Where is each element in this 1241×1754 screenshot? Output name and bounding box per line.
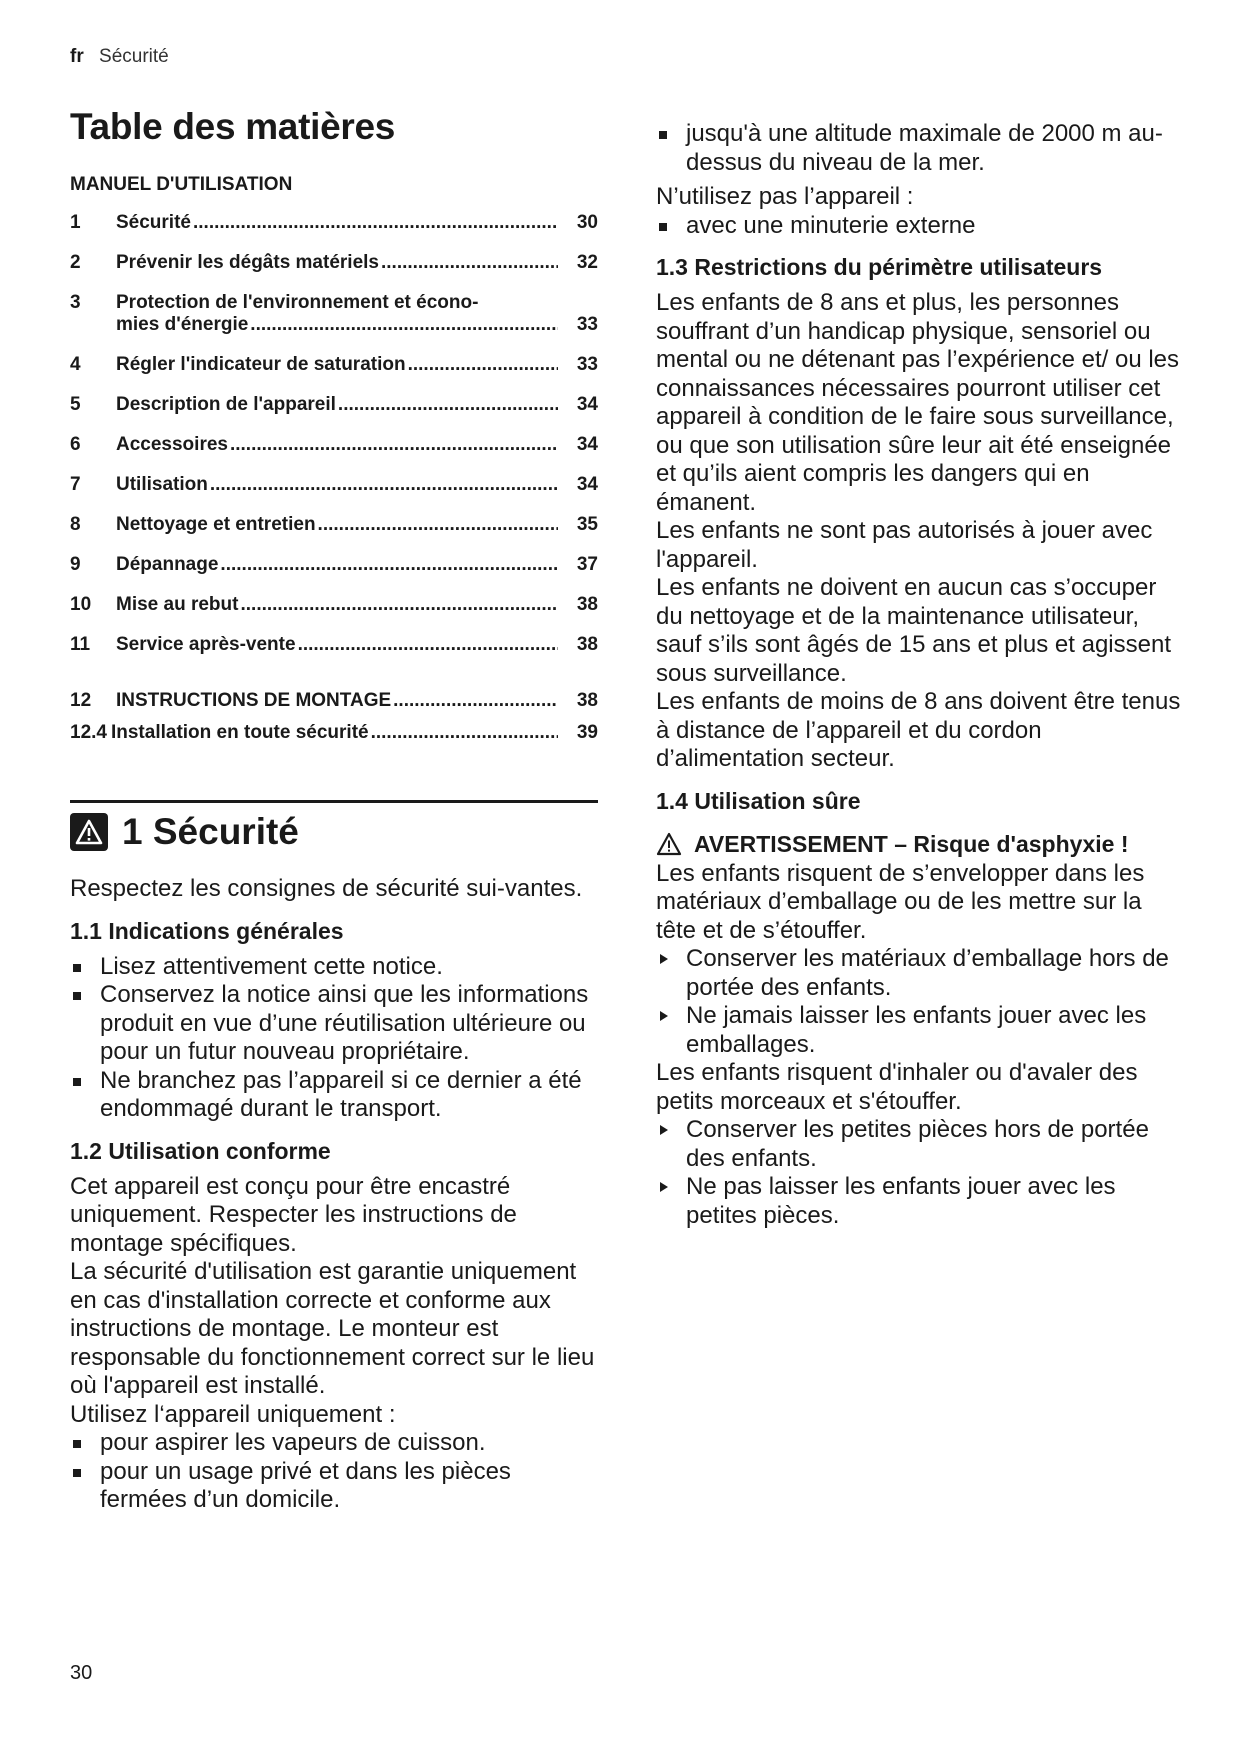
table-of-contents bbox=[70, 212, 598, 744]
section-title: 1.2 Utilisation conforme bbox=[70, 1137, 331, 1164]
toc-entry[interactable]: 2 Prévenir les dégâts matériels ..... 32 bbox=[70, 252, 598, 274]
section-title: 1.4 Utilisation sûre bbox=[656, 787, 861, 814]
toc-entry[interactable]: 9 Dépannage ..... 37 bbox=[70, 554, 598, 576]
toc-entry[interactable]: 7 Utilisation ..... 34 bbox=[70, 474, 598, 496]
toc-entry[interactable]: 10 Mise au rebut ..... 38 bbox=[70, 594, 598, 616]
paragraph: Les enfants de moins de 8 ans doivent être tenus à distance de l’appareil et du cordon d’alimentation secteur. bbox=[656, 688, 1181, 772]
warning-text: AVERTISSEMENT – Risque d'asphyxie ! bbox=[694, 830, 1129, 857]
toc-entry[interactable]: 12 INSTRUCTIONS DE MONTAGE ..... 38 bbox=[70, 690, 598, 712]
toc-entry[interactable]: 1 Sécurité ..... 30 bbox=[70, 212, 598, 234]
paragraph: Les enfants ne sont pas autorisés à jouer avec l'appareil. bbox=[656, 517, 1153, 573]
list-item: Ne branchez pas l’appareil si ce dernier a été endommagé durant le transport. bbox=[70, 1067, 598, 1124]
chapter-title: 1 Sécurité bbox=[122, 811, 299, 852]
warning-heading bbox=[656, 831, 1186, 858]
bullet-list bbox=[70, 953, 598, 1124]
chapter-intro: Respectez les consignes de sécurité sui-vantes. bbox=[70, 875, 583, 902]
toc-entry[interactable]: 12.4 Installation en toute sécurité ..... 39 bbox=[70, 722, 598, 744]
paragraph: La sécurité d'utilisation est garantie uniquement en cas d'installation correcte et conforme aux instructions de montage. Le monteur est responsable du fonctionnement correct sur le lieu où l'appareil est installé. bbox=[70, 1258, 595, 1399]
action-item: Ne pas laisser les enfants jouer avec les petites pièces. bbox=[656, 1173, 1186, 1230]
paragraph: Utilisez l‘appareil uniquement : bbox=[70, 1400, 396, 1428]
page-number: 30 bbox=[70, 1662, 93, 1684]
list-item: Lisez attentivement cette notice. bbox=[70, 953, 598, 982]
list-item: jusqu'à une altitude maximale de 2000 m au-dessus du niveau de la mer. bbox=[656, 120, 1186, 177]
toc-entry[interactable]: 3 Protection de l'environnement et écono- mies d'énergie ..... 33 bbox=[70, 292, 598, 336]
warning-icon bbox=[70, 813, 108, 851]
header-section: Sécurité bbox=[99, 46, 169, 67]
paragraph: Les enfants ne doivent en aucun cas s’occuper du nettoyage et de la maintenance utilisateur, sauf s’ils sont âgés de 15 ans et plus et agissent sous surveillance. bbox=[656, 574, 1171, 687]
chapter-heading bbox=[70, 800, 598, 853]
warning-triangle-icon bbox=[656, 832, 682, 856]
right-column bbox=[656, 100, 1186, 1230]
list-item: Conservez la notice ainsi que les informations produit en vue d’une réutilisation ultérieure ou pour un futur nouveau propriétaire. bbox=[70, 981, 598, 1067]
action-list bbox=[656, 945, 1186, 1059]
list-item: avec une minuterie externe bbox=[656, 212, 1186, 241]
bullet-list bbox=[656, 120, 1186, 177]
action-list bbox=[656, 1116, 1186, 1230]
paragraph: Cet appareil est conçu pour être encastré uniquement. Respecter les instructions de montage spécifiques. bbox=[70, 1172, 517, 1257]
toc-title: Table des matières bbox=[70, 106, 396, 147]
language-code: fr bbox=[70, 46, 84, 67]
left-column bbox=[70, 100, 598, 1515]
section-title: 1.1 Indications générales bbox=[70, 917, 344, 944]
toc-entry[interactable]: 4 Régler l'indicateur de saturation ..... 33 bbox=[70, 354, 598, 376]
list-item: pour aspirer les vapeurs de cuisson. bbox=[70, 1429, 598, 1458]
section-title: 1.3 Restrictions du périmètre utilisateurs bbox=[656, 254, 1103, 280]
toc-entry[interactable]: 8 Nettoyage et entretien ..... 35 bbox=[70, 514, 598, 536]
toc-entry[interactable]: 11 Service après-vente ..... 38 bbox=[70, 634, 598, 656]
page-header bbox=[70, 46, 169, 68]
action-item: Conserver les petites pièces hors de portée des enfants. bbox=[656, 1116, 1186, 1173]
toc-entry[interactable]: 6 Accessoires ..... 34 bbox=[70, 434, 598, 456]
list-item: pour un usage privé et dans les pièces fermées d’un domicile. bbox=[70, 1458, 598, 1515]
toc-subtitle: MANUEL D'UTILISATION bbox=[70, 174, 293, 195]
paragraph: Les enfants risquent d'inhaler ou d'avaler des petits morceaux et s'étouffer. bbox=[656, 1059, 1138, 1115]
bullet-list bbox=[656, 212, 1186, 241]
toc-entry[interactable]: 5 Description de l'appareil ..... 34 bbox=[70, 394, 598, 416]
action-item: Conserver les matériaux d’emballage hors de portée des enfants. bbox=[656, 945, 1186, 1002]
paragraph: Les enfants risquent de s’envelopper dans les matériaux d’emballage ou de les mettre sur la tête et de s’étouffer. bbox=[656, 859, 1145, 944]
bullet-list bbox=[70, 1429, 598, 1515]
paragraph: N’utilisez pas l’appareil : bbox=[656, 183, 914, 210]
action-item: Ne jamais laisser les enfants jouer avec les emballages. bbox=[656, 1002, 1186, 1059]
paragraph: Les enfants de 8 ans et plus, les personnes souffrant d’un handicap physique, sensoriel ou mental ou ne détenant pas l’expérience et/ ou les connaissances nécessaires pourront utiliser cet appareil à condition de le faire sous surveillance, ou que son utilisation sûre leur ait été enseignée et qu’ils aient compris les dangers qui en émanent. bbox=[656, 289, 1180, 516]
